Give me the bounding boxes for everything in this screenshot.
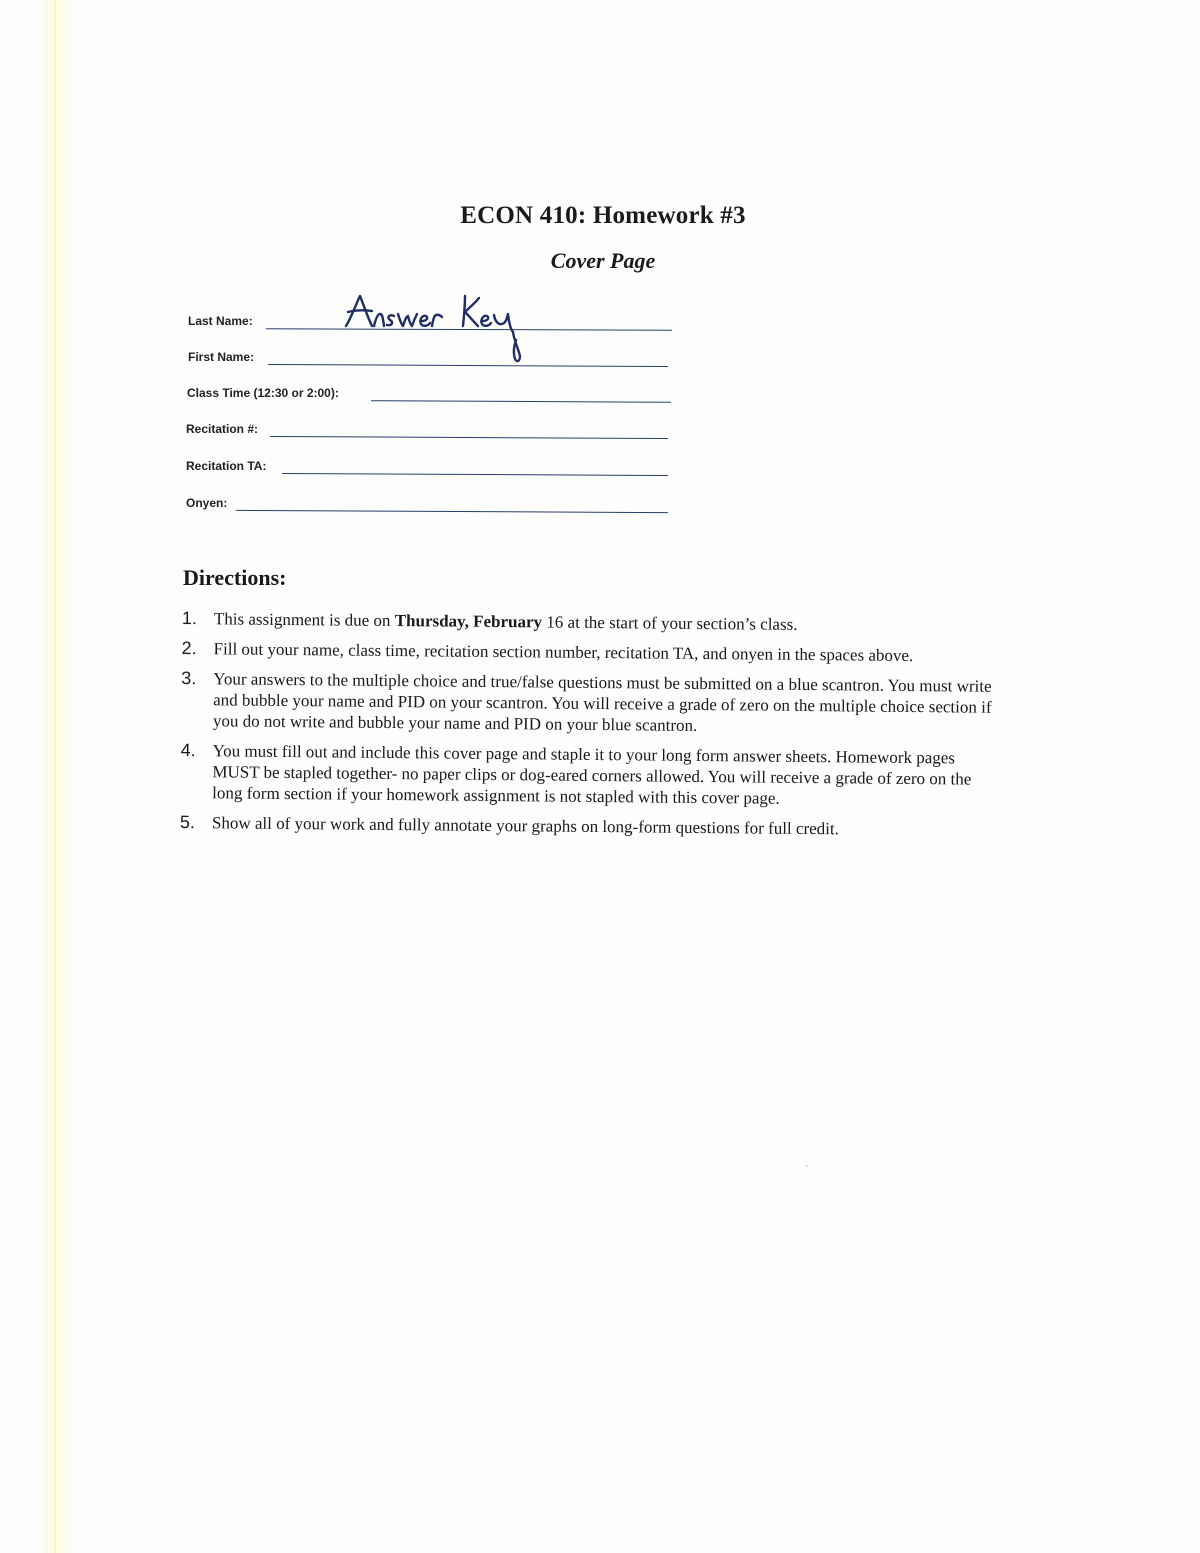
- field-label: Recitation TA:: [186, 459, 267, 473]
- list-item-number: 3.: [181, 667, 197, 689]
- list-item: [182, 608, 1002, 637]
- field-recitation-number: [186, 414, 672, 440]
- scan-speck: [806, 1165, 808, 1167]
- list-item: [181, 668, 1002, 739]
- text-run: This assignment is due on: [213, 609, 395, 631]
- directions-heading: Directions:: [183, 565, 287, 590]
- scan-edge-line: [54, 0, 56, 1553]
- field-recitation-ta: [186, 451, 672, 477]
- field-underline: [270, 436, 668, 439]
- list-item: [182, 638, 1002, 667]
- field-underline: [282, 473, 668, 476]
- handwritten-answer-key: [342, 290, 542, 370]
- list-item: [180, 740, 1001, 811]
- directions-list: [180, 608, 1002, 850]
- emphasis-due-date: Thursday, February: [394, 611, 543, 632]
- field-label: First Name:: [188, 350, 255, 364]
- field-underline: [371, 400, 671, 403]
- scan-edge-tint: [40, 0, 74, 1553]
- field-label: Last Name:: [188, 314, 253, 328]
- field-label: Class Time (12:30 or 2:00):: [187, 386, 339, 400]
- page-title: ECON 410: Homework #3: [460, 202, 746, 229]
- list-item-number: 5.: [179, 811, 196, 833]
- list-item-number: 2.: [181, 637, 197, 659]
- list-item-text: You must fill out and include this cover page and staple it to your long form answer sheets. Homework pages MUST be stapled together- no paper clips or dog-eared corners allowed. You will receive a grade of zero on the long form section if your homework assignment is not stapled with this cover page.: [212, 741, 972, 808]
- page-subtitle: Cover Page: [550, 248, 656, 273]
- list-item-number: 4.: [180, 739, 196, 761]
- list-item-text: [214, 609, 798, 634]
- list-item-text: Show all of your work and fully annotate your graphs on long-form questions for full credit.: [211, 813, 839, 839]
- list-item-text: Fill out your name, class time, recitation section number, recitation TA, and onyen in the spaces above.: [213, 639, 914, 666]
- list-item-text: Your answers to the multiple choice and true/false questions must be submitted on a blue scantron. You must write and bubble your name and PID on your scantron. You will receive a grade of zero on the multiple choice section if you do not write and bubble your name and PID on your blue scantron.: [212, 669, 992, 735]
- field-label: Onyen:: [186, 496, 228, 510]
- field-class-time: [187, 378, 673, 404]
- list-item-number: 1.: [181, 608, 198, 629]
- field-onyen: [186, 488, 672, 514]
- text-run: 16 at the start of your section’s class.: [542, 612, 798, 634]
- field-underline: [236, 510, 668, 513]
- field-label: Recitation #:: [186, 422, 259, 436]
- list-item: [180, 812, 1000, 841]
